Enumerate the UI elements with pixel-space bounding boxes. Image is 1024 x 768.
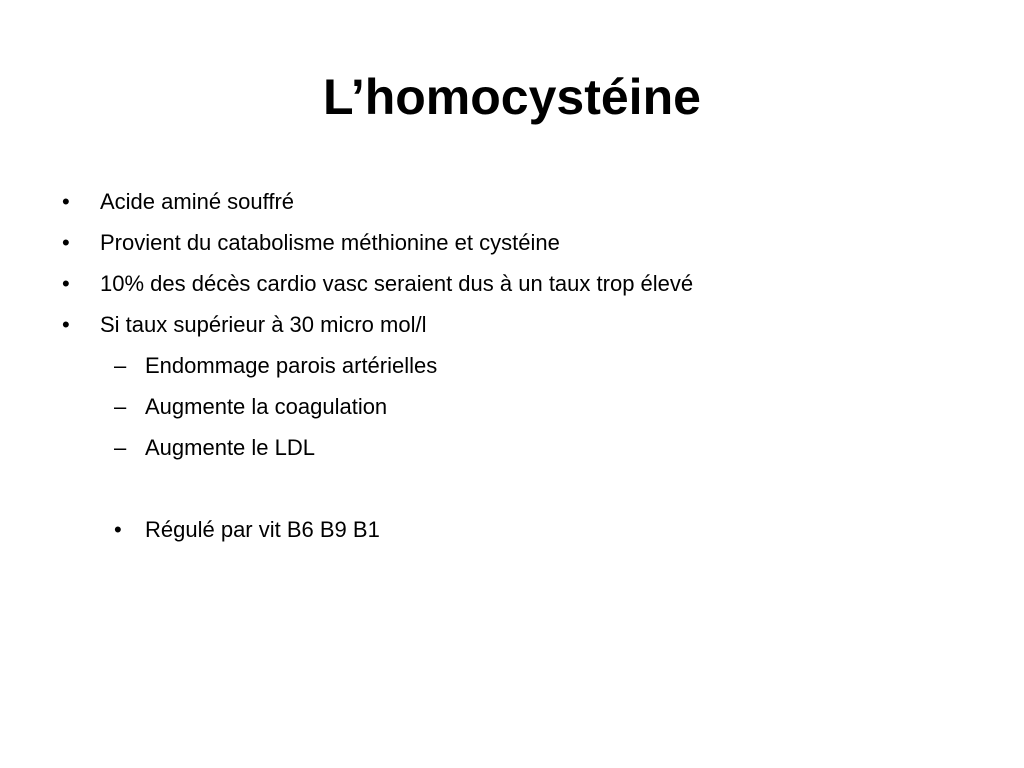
bullet-marker: •	[114, 517, 122, 542]
sub-bullet-text: Endommage parois artérielles	[145, 353, 438, 378]
bullet-marker: •	[62, 271, 70, 296]
sub-bullet-marker: –	[114, 353, 127, 378]
bullet-marker: •	[62, 189, 70, 214]
bullet-text: Si taux supérieur à 30 micro mol/l	[100, 312, 427, 337]
bullet-text: Régulé par vit B6 B9 B1	[145, 517, 380, 542]
bullet-text: Provient du catabolisme méthionine et cystéine	[100, 230, 560, 255]
sub-bullet-text: Augmente la coagulation	[145, 394, 388, 419]
sub-bullet-text: Augmente le LDL	[145, 435, 315, 460]
sub-bullet-marker: –	[114, 435, 127, 460]
slide-title: L’homocystéine	[323, 69, 701, 125]
bullet-text: Acide aminé souffré	[100, 189, 295, 214]
sub-bullet-marker: –	[114, 394, 127, 419]
bullet-marker: •	[62, 312, 70, 337]
bullet-marker: •	[62, 230, 70, 255]
bullet-text: 10% des décès cardio vasc seraient dus à un taux trop élevé	[100, 271, 694, 296]
